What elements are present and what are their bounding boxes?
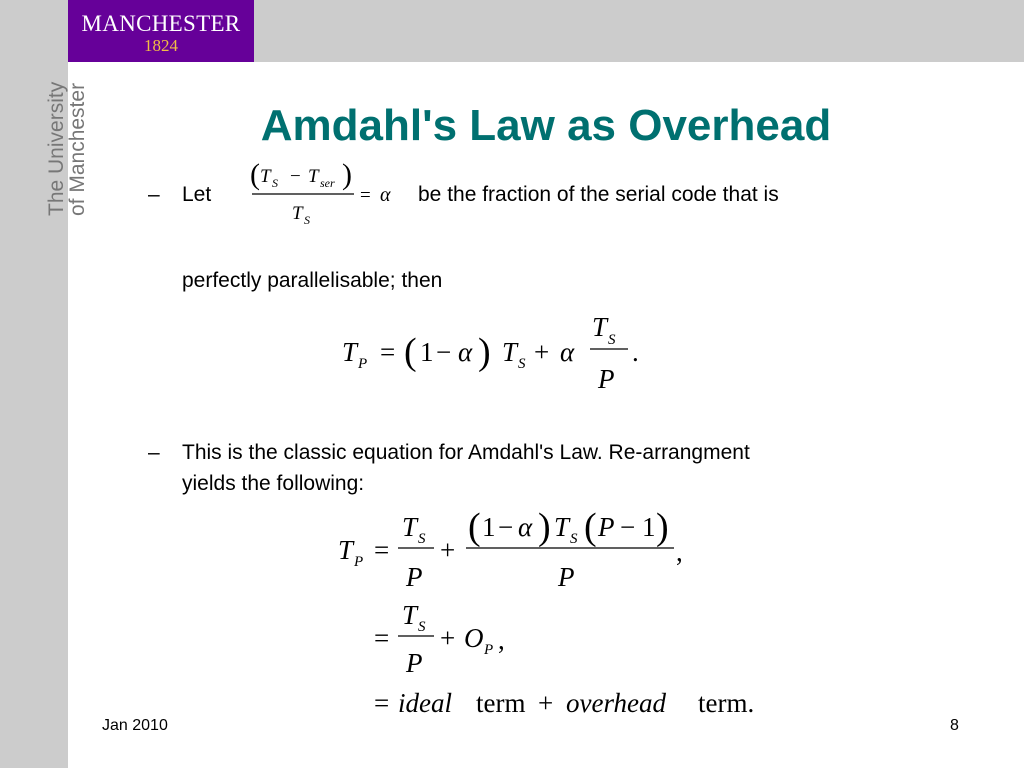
svg-text:α: α [380,184,391,206]
svg-text:,: , [498,625,505,655]
svg-text:=: = [374,535,390,565]
university-logo [68,0,254,62]
svg-text:T: T [402,600,418,630]
svg-text:P: P [354,554,364,570]
page-number: 8 [950,717,959,734]
svg-text:−: − [498,512,514,542]
svg-text:+: + [538,688,554,718]
svg-text:S: S [418,531,426,547]
svg-text:(: ( [584,506,597,548]
svg-text:=: = [360,185,371,206]
rearranged-line-2 [374,600,505,678]
amdahl-equation [336,304,656,400]
svg-text:+: + [440,535,456,565]
svg-text:): ) [656,506,669,548]
bullet-dash-1: – [148,183,160,206]
svg-text:T: T [502,337,518,367]
svg-text:T: T [260,166,271,187]
svg-text:ser: ser [320,176,335,190]
svg-text:(: ( [404,331,417,373]
bullet1-text: be the fraction of the serial code that is [418,183,779,206]
svg-text:−: − [620,512,636,542]
svg-text:−: − [290,166,301,187]
rearranged-line-1 [338,506,683,592]
svg-text:(: ( [468,506,481,548]
svg-text:T: T [554,512,570,542]
svg-text:term.: term. [698,688,755,718]
svg-text:1: 1 [642,512,656,542]
bullet-dash-2: – [148,441,160,464]
svg-text:overhead: overhead [566,688,666,718]
svg-text:1: 1 [420,337,434,367]
svg-text:): ) [478,331,491,373]
svg-text:−: − [436,337,452,367]
bullet1-text-line2: perfectly parallelisable; then [182,269,443,292]
svg-text:S: S [608,332,616,348]
bullet2-text-line1: This is the classic equation for Amdahl's Law. Re-arrangment [182,441,750,464]
svg-text:α: α [518,512,533,542]
svg-text:P: P [358,356,368,372]
eq-paren-open: ( [250,158,260,191]
svg-text:.: . [632,337,639,367]
logo-name: MANCHESTER [81,11,241,36]
svg-text:α: α [560,337,575,367]
svg-text:+: + [534,337,550,367]
svg-text:S: S [304,213,310,227]
svg-text:=: = [374,623,390,653]
svg-text:S: S [272,176,278,190]
svg-text:P: P [598,512,615,542]
svg-text:T: T [308,166,319,187]
footer-date: Jan 2010 [102,717,168,734]
eq-paren-close: ) [342,158,352,191]
alpha-definition-equation [246,152,416,236]
bullet2-text-line2: yields the following: [182,472,365,495]
svg-text:S: S [518,356,526,372]
svg-text:=: = [374,688,390,718]
slide-title: Amdahl's Law as Overhead [260,101,832,150]
svg-text:O: O [464,623,484,653]
rearranged-equations [330,500,770,730]
svg-text:T: T [592,312,608,342]
svg-text:S: S [418,619,426,635]
svg-text:+: + [440,623,456,653]
svg-text:P: P [406,562,423,592]
svg-text:P: P [406,648,423,678]
university-name-line2: of Manchester [66,82,89,216]
svg-text:P: P [484,642,494,658]
svg-text:=: = [380,337,396,367]
rearranged-line-3 [374,688,754,718]
svg-text:,: , [676,537,683,567]
svg-text:α: α [458,337,473,367]
svg-text:1: 1 [482,512,496,542]
svg-text:T: T [342,337,358,367]
svg-text:): ) [538,506,551,548]
logo-year: 1824 [144,36,178,55]
svg-text:S: S [570,531,578,547]
svg-text:P: P [598,364,615,394]
university-name-line1: The University [45,81,68,216]
svg-text:ideal: ideal [398,688,452,718]
svg-text:T: T [292,203,303,224]
svg-text:term: term [476,688,526,718]
svg-text:T: T [402,512,418,542]
svg-text:T: T [338,535,354,565]
bullet1-let: Let [182,183,212,206]
svg-text:P: P [558,562,575,592]
